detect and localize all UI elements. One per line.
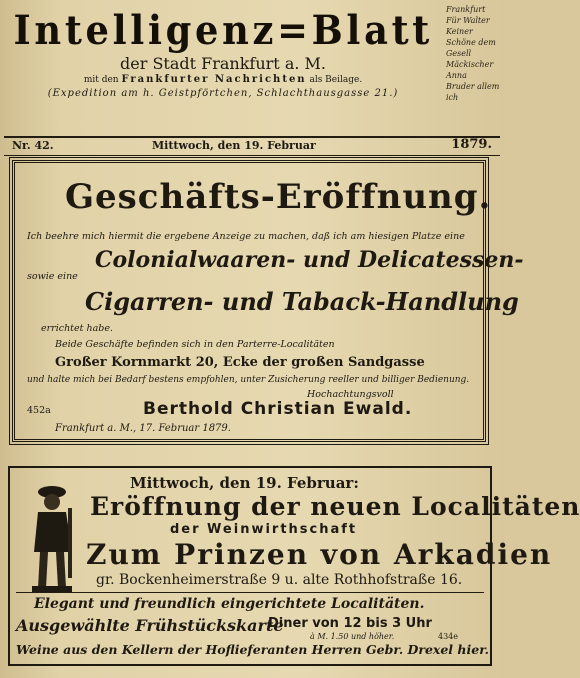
- ad2-wines: Weine aus den Kellern der Hoflieferanten Herren Gebr. Drexel hier.: [16, 642, 489, 657]
- ad2-breakfast: Ausgewählte Frühstückskarte: [16, 616, 284, 635]
- adjacent-line: Mäckischer Anna: [446, 60, 494, 80]
- ad-parterre: Beide Geschäfte befinden sich in den Parterre-Localitäten: [55, 339, 335, 350]
- masthead-supplement-line: [8, 74, 438, 86]
- ad-recommend: und halte mich bei Bedarf bestens empfohlen, unter Zusicherung reeller und billiger Bedienung.: [27, 375, 470, 385]
- ad2-address: gr. Bockenheimerstraße 9 u. alte Rothhofstraße 16.: [96, 572, 463, 588]
- ad-colonial-line: Colonialwaaren- und Delicatessen-: [95, 247, 524, 273]
- supplement-pre: mit den: [83, 75, 119, 85]
- ad2-tavern-name: Zum Prinzen von Arkadien: [86, 538, 553, 571]
- ad2-code: 434e: [438, 632, 459, 641]
- bottom-rule: [4, 155, 500, 156]
- adjacent-line: Für Walter Keiner: [446, 16, 490, 36]
- ad2-diner: Diner von 12 bis 3 Uhr: [268, 616, 432, 631]
- issue-date: Mittwoch, den 19. Februar: [152, 139, 316, 152]
- ad2-price: à M. 1.50 und höher.: [310, 632, 395, 641]
- ad-signature: Berthold Christian Ewald.: [143, 399, 413, 419]
- issue-number: Nr. 42.: [12, 139, 54, 152]
- adjacent-line: Bruder allem ich: [446, 82, 500, 102]
- top-rule: [4, 136, 500, 138]
- adjacent-line: Frankfurt: [446, 5, 486, 14]
- ad-headline: Geschäfts-Eröffnung.: [65, 177, 492, 217]
- ad2-date-line: Mittwoch, den 19. Februar:: [130, 474, 359, 492]
- ad-address: Großer Kornmarkt 20, Ecke der großen Sandgasse: [55, 355, 425, 370]
- ad-hochachtung: Hochachtungsvoll: [307, 389, 394, 400]
- issue-line: [12, 139, 492, 155]
- ad2-of-the: der Weinwirthschaft: [170, 522, 358, 537]
- business-opening-ad: [12, 160, 524, 442]
- supplement-name: Frankfurter Nachrichten: [121, 74, 307, 85]
- masthead: [8, 8, 438, 102]
- wine-tavern-ad: [8, 466, 580, 666]
- adjacent-line: Schöne dem Gesell: [446, 38, 496, 58]
- ad-intro: Ich beehre mich hiermit die ergebene Anzeige zu machen, daß ich am hiesigen Platze eine: [27, 231, 465, 242]
- adjacent-column-fragment: [442, 0, 504, 120]
- ad-sowie: sowie eine: [27, 271, 78, 282]
- masthead-title: Intelligenz=Blatt: [13, 7, 433, 54]
- musketeer-figure-illustration: [22, 478, 86, 598]
- ad-place-date: Frankfurt a. M., 17. Februar 1879.: [55, 423, 231, 434]
- ad2-opening: Eröffnung der neuen Localitäten: [90, 492, 580, 521]
- ad-cigarren-line: Cigarren- und Taback-Handlung: [85, 287, 519, 316]
- ad-errichtet: errichtet habe.: [41, 323, 113, 334]
- issue-year: 1879.: [451, 137, 492, 152]
- ad2-divider: [16, 592, 484, 593]
- ad-code: 452a: [27, 405, 51, 416]
- supplement-post: als Beilage.: [309, 75, 363, 85]
- ad2-elegant-line: Elegant und freundlich eingerichtete Localitäten.: [34, 596, 425, 612]
- expedition-line: (Expedition am h. Geistpförtchen, Schlachthausgasse 21.): [47, 88, 399, 99]
- masthead-subtitle: der Stadt Frankfurt a. M.: [120, 54, 326, 73]
